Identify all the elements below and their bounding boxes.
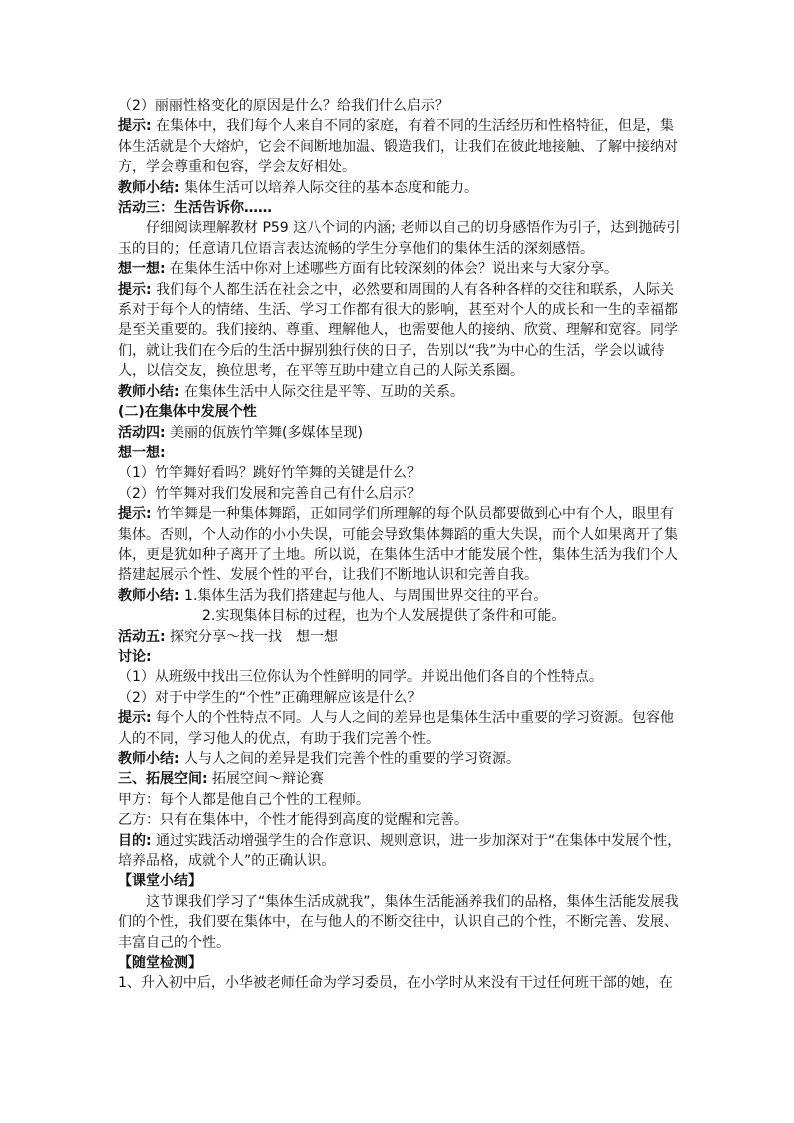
question-2: （2）丽丽性格变化的原因是什么？给我们什么启示？: [118, 98, 449, 114]
class-summary-body: 这节课我们学习了“集体生活成就我”，集体生活能涵养我们的品格，集体生活能发展我们的个性，我们要在集体中，在与他人的不断交往中，认识自己的个性，不断完善、发展、丰富自己的个性。: [118, 893, 679, 951]
teacher-summary-1: [118, 178, 686, 198]
activity-3-heading: 活动三：生活告诉你……: [118, 200, 272, 217]
goal-label: 目的:: [118, 832, 152, 849]
think-label: 想一想:: [118, 261, 166, 278]
activity-text: 探究分享～找一找 想一想: [165, 628, 339, 645]
summary-text: 1.集体生活为我们搭建起与他人、与周围世界交往的平台。: [179, 587, 548, 604]
summary-text: 集体生活可以培养人际交往的基本态度和能力。: [179, 179, 479, 196]
section-label: 三、拓展空间:: [118, 771, 208, 788]
teacher-summary-3-line-2: 2.实现集体目标的过程，也为个人发展提供了条件和可能。: [202, 608, 566, 625]
document-page: [118, 96, 686, 994]
summary-label: 教师小结:: [118, 383, 180, 400]
summary-label: 教师小结:: [118, 179, 180, 196]
hint-paragraph-4: [118, 708, 686, 749]
quiz-heading: 【随堂检测】: [118, 955, 202, 972]
question-b2: （2）对于中学生的“个性”正确理解应该是什么？: [118, 689, 422, 706]
hint-label: 提示:: [118, 506, 152, 523]
hint-paragraph-3: [118, 504, 686, 586]
teacher-summary-3: [118, 586, 686, 606]
think-paragraph-1: [118, 259, 686, 279]
activity-4: [118, 423, 686, 443]
activity-text: 美丽的佤族竹竿舞(多媒体呈现): [165, 424, 363, 441]
activity-5: [118, 627, 686, 647]
hint-paragraph-1: [118, 116, 686, 177]
activity-label: 活动五:: [118, 628, 166, 645]
think-heading-2: 想一想:: [118, 444, 166, 461]
question-a1: （1）竹竿舞好看吗？跳好竹竿舞的关键是什么？: [118, 465, 421, 482]
discussion-heading: 讨论:: [118, 648, 152, 665]
hint-paragraph-2: [118, 280, 686, 382]
summary-text: 在集体生活中人际交往是平等、互助的关系。: [179, 383, 465, 400]
summary-text: 人与人之间的差异是我们完善个性的重要的学习资源。: [179, 751, 521, 767]
quiz-question-1: 1、升入初中后，小华被老师任命为学习委员，在小学时从来没有干过任何班干部的她，在: [118, 975, 673, 992]
hint-label: 提示:: [118, 118, 152, 135]
teacher-summary-2: [118, 382, 686, 402]
think-text: 在集体生活中你对上述哪些方面有比较深刻的体会？说出来与大家分享。: [165, 261, 619, 278]
goal-paragraph: [118, 831, 686, 872]
activity-label: 活动四:: [118, 424, 166, 441]
goal-text: 通过实践活动增强学生的合作意识、规则意识，进一步加深对于“在集体中发展个性，培养品格，成就个人”的正确认识。: [118, 832, 682, 870]
section-2-heading: (二)在集体中发展个性: [118, 404, 257, 421]
hint-text: 在集体中，我们每个人来自不同的家庭，有着不同的生活经历和性格特征，但是，集体生活就是个大熔炉，它会不间断地加温、锻造我们，让我们在彼此地接触、了解中接纳对方，学会尊重和包容，学会友好相处。: [118, 118, 678, 176]
section-text: 拓展空间～辩论赛: [207, 771, 325, 788]
hint-text: 竹竿舞是一种集体舞蹈，正如同学们所理解的每个队员都要做到心中有个人，眼里有集体。否则，个人动作的小小失误，可能会导致集体舞蹈的重大失误，而个人如果离开了集体，更是犹如种子离开了土地。所以说，在集体生活中才能发展个性，集体生活为我们个人搭建起展示个性、发展个性的平台，让我们不断地认识和完善自我。: [118, 506, 678, 584]
hint-label: 提示:: [118, 710, 152, 727]
activity-3-body: 仔细阅读理解教材 P59 这八个词的内涵; 老师以自己的切身感悟作为引子，达到抛砖引玉的目的；任意请几位语言表达流畅的学生分享他们的集体生活的深刻感悟。: [118, 220, 681, 257]
hint-label: 提示:: [118, 281, 152, 298]
hint-text: 我们每个人都生活在社会之中，必然要和周围的人有各种各样的交往和联系，人际关系对于每个人的情绪、生活、学习工作都有很大的影响，甚至对个人的成长和一生的幸福都是至关重要的。我们接纳、尊重、理解他人，也需要他人的接纳、欣赏、理解和宽容。同学们，就让我们在今后的生活中摒别独行侠的日子，告别以“我”为中心的生活，学会以诚待人，以信交友，换位思考，在平等互助中建立自己的人际关系圈。: [118, 281, 678, 380]
question-b1: （1）从班级中找出三位你认为个性鲜明的同学。并说出他们各自的个性特点。: [118, 669, 603, 686]
teacher-summary-4: [118, 749, 686, 769]
debate-side-a: 甲方：每个人都是他自己个性的工程师。: [118, 791, 370, 808]
hint-text: 每个人的个性特点不同。人与人之间的差异也是集体生活中重要的学习资源。包容他人的不同，学习他人的优点，有助于我们完善个性。: [118, 710, 675, 747]
summary-label: 教师小结:: [118, 751, 180, 767]
question-a2: （2）竹竿舞对我们发展和完善自己有什么启示？: [118, 485, 421, 502]
summary-label: 教师小结:: [118, 587, 180, 604]
class-summary-heading: 【课堂小结】: [118, 873, 202, 890]
section-3-heading: [118, 769, 686, 789]
debate-side-b: 乙方：只有在集体中，个性才能得到高度的觉醒和完善。: [118, 812, 468, 829]
